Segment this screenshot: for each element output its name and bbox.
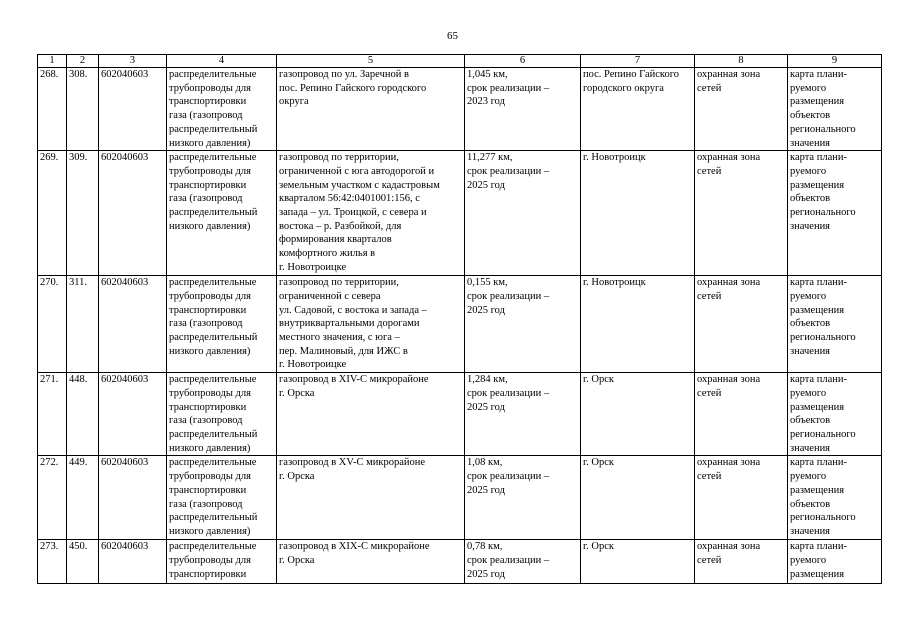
map-reference: карта плани- руемого размещения объектов регионального значения — [788, 151, 882, 276]
col-header-8: 8 — [695, 55, 788, 68]
object-type: распределительные трубопроводы для транспортировки газа (газопровод распределительный низкого давления) — [167, 151, 277, 276]
map-reference: карта плани- руемого размещения — [788, 540, 882, 584]
protection-zone: охранная зона сетей — [695, 151, 788, 276]
object-description: газопровод в XIX-С микрорайоне г. Орска — [277, 540, 465, 584]
protection-zone: охранная зона сетей — [695, 68, 788, 151]
row-number: 270. — [38, 276, 67, 373]
item-number: 311. — [67, 276, 99, 373]
object-description: газопровод по территории, ограниченной с юга автодорогой и земельным участком с кадастровым кварталом 56:42:0401001:156, с запада – ул. Троицкой, с севера и востока – р. Разбойкой, для формирования кварталов комфортного жилья в г. Новотроицке — [277, 151, 465, 276]
header-row — [38, 55, 882, 68]
object-characteristics: 1,284 км, срок реализации – 2025 год — [465, 373, 581, 456]
table-row — [38, 456, 882, 540]
object-location: пос. Репино Гайского городского округа — [581, 68, 695, 151]
protection-zone: охранная зона сетей — [695, 373, 788, 456]
object-location: г. Новотроицк — [581, 276, 695, 373]
map-reference: карта плани- руемого размещения объектов регионального значения — [788, 373, 882, 456]
object-characteristics: 11,277 км, срок реализации – 2025 год — [465, 151, 581, 276]
document-table — [37, 54, 882, 584]
table-row — [38, 276, 882, 373]
item-number: 450. — [67, 540, 99, 584]
item-number: 448. — [67, 373, 99, 456]
object-location: г. Новотроицк — [581, 151, 695, 276]
row-number: 269. — [38, 151, 67, 276]
object-location: г. Орск — [581, 540, 695, 584]
object-description: газопровод в XIV-С микрорайоне г. Орска — [277, 373, 465, 456]
protection-zone: охранная зона сетей — [695, 456, 788, 540]
object-type: распределительные трубопроводы для транспортировки газа (газопровод распределительный низкого давления) — [167, 68, 277, 151]
col-header-6: 6 — [465, 55, 581, 68]
item-number: 449. — [67, 456, 99, 540]
object-type: распределительные трубопроводы для транспортировки газа (газопровод распределительный низкого давления) — [167, 276, 277, 373]
col-header-9: 9 — [788, 55, 882, 68]
object-type: распределительные трубопроводы для транспортировки газа (газопровод распределительный низкого давления) — [167, 373, 277, 456]
protection-zone: охранная зона сетей — [695, 540, 788, 584]
row-number: 268. — [38, 68, 67, 151]
item-number: 309. — [67, 151, 99, 276]
object-code: 602040603 — [99, 540, 167, 584]
col-header-5: 5 — [277, 55, 465, 68]
col-header-7: 7 — [581, 55, 695, 68]
col-header-2: 2 — [67, 55, 99, 68]
object-characteristics: 1,045 км, срок реализации – 2023 год — [465, 68, 581, 151]
col-header-4: 4 — [167, 55, 277, 68]
page-number: 65 — [447, 30, 458, 42]
item-number: 308. — [67, 68, 99, 151]
object-description: газопровод по территории, ограниченной с севера ул. Садовой, с востока и запада – внутриквартальными дорогами местного значения, с юга – пер. Малиновый, для ИЖС в г. Новотроицке — [277, 276, 465, 373]
object-code: 602040603 — [99, 68, 167, 151]
map-reference: карта плани- руемого размещения объектов регионального значения — [788, 68, 882, 151]
object-code: 602040603 — [99, 276, 167, 373]
map-reference: карта плани- руемого размещения объектов регионального значения — [788, 456, 882, 540]
object-characteristics: 0,155 км, срок реализации – 2025 год — [465, 276, 581, 373]
object-code: 602040603 — [99, 151, 167, 276]
object-code: 602040603 — [99, 456, 167, 540]
object-description: газопровод в XV-С микрорайоне г. Орска — [277, 456, 465, 540]
object-characteristics: 1,08 км, срок реализации – 2025 год — [465, 456, 581, 540]
protection-zone: охранная зона сетей — [695, 276, 788, 373]
object-type: распределительные трубопроводы для транспортировки газа (газопровод распределительный низкого давления) — [167, 456, 277, 540]
col-header-1: 1 — [38, 55, 67, 68]
object-location: г. Орск — [581, 456, 695, 540]
table-row — [38, 68, 882, 151]
map-reference: карта плани- руемого размещения объектов регионального значения — [788, 276, 882, 373]
object-code: 602040603 — [99, 373, 167, 456]
object-location: г. Орск — [581, 373, 695, 456]
object-type: распределительные трубопроводы для транспортировки — [167, 540, 277, 584]
object-characteristics: 0,78 км, срок реализации – 2025 год — [465, 540, 581, 584]
table-row — [38, 540, 882, 584]
col-header-3: 3 — [99, 55, 167, 68]
row-number: 273. — [38, 540, 67, 584]
object-description: газопровод по ул. Заречной в пос. Репино Гайского городского округа — [277, 68, 465, 151]
table-row — [38, 373, 882, 456]
row-number: 272. — [38, 456, 67, 540]
row-number: 271. — [38, 373, 67, 456]
table-row — [38, 151, 882, 276]
